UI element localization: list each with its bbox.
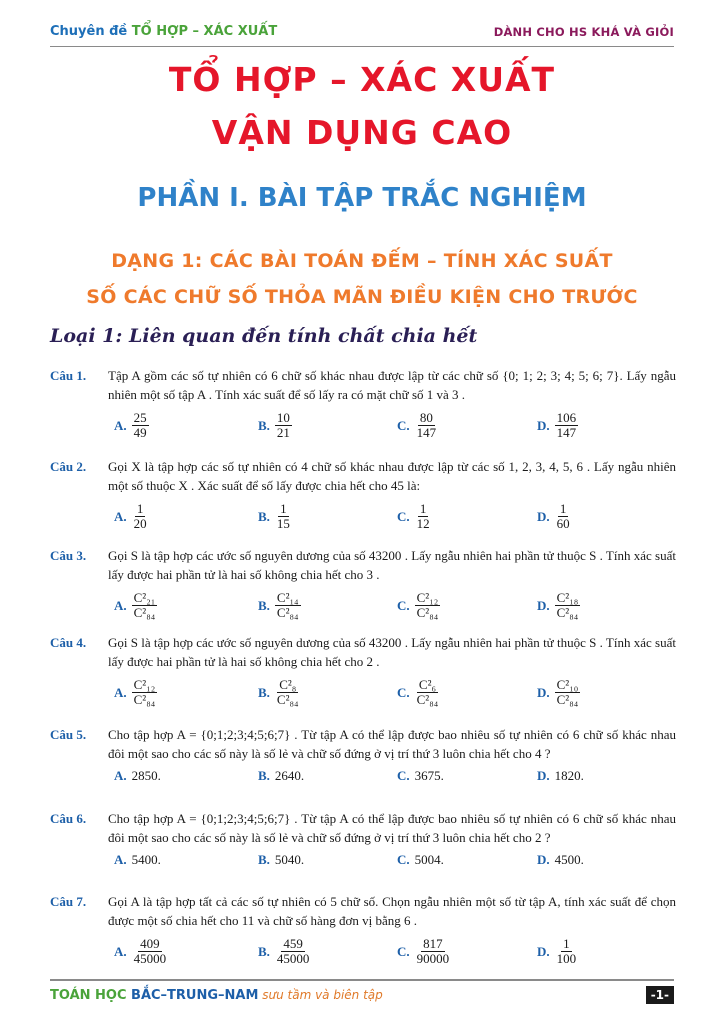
question-text: Gọi S là tập hợp các ước số nguyên dương của số 43200 . Lấy ngẫu nhiên hai phần tử thuộc S . Tính xác suất lấy được hai phần tử là hai số không chia hết cho 2 . bbox=[108, 635, 676, 669]
question-6 bbox=[50, 809, 676, 869]
answer-option bbox=[114, 932, 168, 970]
option-fraction bbox=[415, 678, 441, 707]
question-number: Câu 5. bbox=[50, 727, 87, 742]
option-label: D. bbox=[537, 684, 550, 700]
option-label: B. bbox=[258, 508, 270, 524]
question-3 bbox=[50, 546, 676, 624]
option-label: A. bbox=[114, 943, 127, 959]
option-label: A. bbox=[114, 767, 127, 783]
option-label: D. bbox=[537, 417, 550, 433]
footer-name: BẮC–TRUNG–NAM bbox=[131, 988, 259, 1003]
footer-text bbox=[50, 988, 383, 1003]
answer-option bbox=[114, 497, 149, 535]
answer-options bbox=[114, 765, 676, 785]
question-number: Câu 1. bbox=[50, 368, 87, 383]
option-fraction bbox=[275, 411, 292, 440]
question-7 bbox=[50, 892, 676, 970]
option-fraction bbox=[415, 591, 441, 620]
question-5 bbox=[50, 725, 676, 785]
question-4 bbox=[50, 633, 676, 711]
page-footer bbox=[50, 979, 674, 1011]
answer-option bbox=[397, 673, 440, 711]
answer-option bbox=[397, 586, 440, 624]
option-fraction bbox=[555, 678, 581, 707]
option-label: C. bbox=[397, 767, 410, 783]
footer-prefix: TOÁN HỌC bbox=[50, 988, 132, 1003]
answer-option bbox=[258, 932, 311, 970]
question-number: Câu 7. bbox=[50, 894, 87, 909]
answer-options bbox=[114, 849, 676, 869]
fraction-denominator: 100 bbox=[556, 950, 577, 966]
fraction-numerator: 817 bbox=[423, 935, 443, 951]
option-fraction bbox=[555, 502, 572, 531]
fraction-denominator: 15 bbox=[276, 515, 290, 531]
option-label: B. bbox=[258, 943, 270, 959]
answer-option bbox=[537, 932, 578, 970]
answer-option bbox=[258, 586, 301, 624]
option-label: A. bbox=[114, 851, 127, 867]
option-label: A. bbox=[114, 417, 127, 433]
option-label: B. bbox=[258, 684, 270, 700]
option-value: 2640. bbox=[274, 767, 305, 783]
part-heading: PHẦN I. BÀI TẬP TRẮC NGHIỆM bbox=[137, 183, 587, 213]
fraction-numerator: C²₁₈ bbox=[556, 589, 579, 605]
option-fraction bbox=[415, 937, 452, 966]
option-label: D. bbox=[537, 508, 550, 524]
answer-option bbox=[114, 586, 157, 624]
fraction-numerator: 106 bbox=[556, 409, 577, 425]
option-label: B. bbox=[258, 851, 270, 867]
subtopic-heading: Loại 1: Liên quan đến tính chất chia hết bbox=[50, 325, 478, 347]
fraction-denominator: C²₈₄ bbox=[133, 691, 156, 707]
fraction-denominator: 20 bbox=[133, 515, 147, 531]
option-label: A. bbox=[114, 597, 127, 613]
answer-option bbox=[114, 849, 161, 869]
answer-option bbox=[258, 673, 301, 711]
fraction-numerator: 409 bbox=[140, 935, 160, 951]
answer-option bbox=[397, 849, 444, 869]
answer-option bbox=[258, 849, 304, 869]
fraction-denominator: C²₈₄ bbox=[276, 604, 299, 620]
answer-option bbox=[397, 765, 444, 785]
fraction-denominator: 12 bbox=[416, 515, 430, 531]
question-text: Cho tập hợp A = {0;1;2;3;4;5;6;7} . Từ tập A có thể lập được bao nhiêu số tự nhiên có 6 chữ số khác nhau đôi một sao cho các số này là số lẻ và chữ số đứng ở vị trí thứ 3 luôn chia hết cho 2 ? bbox=[108, 811, 676, 845]
fraction-numerator: 1 bbox=[559, 500, 567, 516]
fraction-denominator: 45000 bbox=[133, 950, 167, 966]
option-label: C. bbox=[397, 943, 410, 959]
option-value: 5004. bbox=[414, 851, 444, 867]
fraction-denominator: 49 bbox=[133, 424, 147, 440]
option-fraction bbox=[555, 937, 579, 966]
option-label: A. bbox=[114, 684, 127, 700]
question-number: Câu 3. bbox=[50, 548, 87, 563]
option-label: C. bbox=[397, 851, 410, 867]
fraction-numerator: 10 bbox=[276, 409, 290, 425]
fraction-numerator: C²₁₄ bbox=[276, 589, 299, 605]
page-header bbox=[50, 22, 674, 47]
option-fraction bbox=[275, 502, 292, 531]
answer-option bbox=[537, 765, 584, 785]
option-value: 3675. bbox=[414, 767, 444, 783]
page-number: -1- bbox=[646, 986, 674, 1004]
answer-option bbox=[114, 406, 149, 444]
answer-options bbox=[114, 586, 676, 624]
option-label: C. bbox=[397, 508, 410, 524]
option-label: C. bbox=[397, 684, 410, 700]
answer-option bbox=[258, 406, 292, 444]
option-fraction bbox=[275, 678, 301, 707]
option-value: 4500. bbox=[554, 851, 584, 867]
topic-heading-line1: DẠNG 1: CÁC BÀI TOÁN ĐẾM – TÍNH XÁC SUẤT bbox=[111, 250, 613, 272]
fraction-denominator: C²₈₄ bbox=[556, 604, 579, 620]
header-topic: TỔ HỢP – XÁC XUẤT bbox=[131, 24, 278, 39]
fraction-numerator: C²₁₂ bbox=[416, 589, 439, 605]
question-text: Gọi A là tập hợp tất cả các số tự nhiên có 5 chữ số. Chọn ngẫu nhiên một số từ tập A, tính xác suất để chọn được một số chia hết cho 11 và chữ số hàng đơn vị bằng 6 . bbox=[108, 894, 676, 928]
answer-option bbox=[114, 673, 157, 711]
option-value: 5040. bbox=[274, 851, 305, 867]
option-fraction bbox=[275, 591, 301, 620]
question-text: Cho tập hợp A = {0;1;2;3;4;5;6;7} . Từ tập A có thể lập được bao nhiêu số tự nhiên có 6 chữ số khác nhau đôi một sao cho các số này là số lẻ và chữ số đứng ở vị trí thứ 3 luôn chia hết cho 4 ? bbox=[108, 727, 676, 761]
answer-option bbox=[397, 406, 438, 444]
fraction-numerator: 1 bbox=[419, 500, 427, 516]
answer-option bbox=[114, 765, 161, 785]
option-label: A. bbox=[114, 508, 127, 524]
option-label: D. bbox=[537, 767, 550, 783]
option-fraction bbox=[415, 502, 432, 531]
question-text: Gọi S là tập hợp các ước số nguyên dương của số 43200 . Lấy ngẫu nhiên hai phần tử thuộc S . Tính xác suất lấy được hai phần tử là hai số không chia hết cho 3 . bbox=[108, 548, 676, 582]
fraction-denominator: C²₈₄ bbox=[416, 691, 439, 707]
answer-option bbox=[537, 849, 584, 869]
answer-option bbox=[537, 497, 572, 535]
header-left bbox=[50, 24, 277, 39]
option-label: D. bbox=[537, 943, 550, 959]
fraction-denominator: 147 bbox=[416, 424, 437, 440]
answer-option bbox=[537, 673, 580, 711]
answer-option bbox=[258, 497, 292, 535]
answer-option bbox=[258, 765, 304, 785]
fraction-numerator: 1 bbox=[136, 500, 144, 516]
header-prefix: Chuyên đề bbox=[50, 24, 128, 39]
fraction-numerator: C²₁₂ bbox=[133, 676, 156, 692]
option-value: 5400. bbox=[131, 851, 161, 867]
option-fraction bbox=[555, 411, 579, 440]
question-1 bbox=[50, 366, 676, 444]
option-fraction bbox=[132, 591, 158, 620]
question-number: Câu 4. bbox=[50, 635, 87, 650]
answer-options bbox=[114, 497, 676, 535]
question-text: Tập A gồm các số tự nhiên có 6 chữ số khác nhau được lập từ các chữ số {0; 1; 2; 3; 4; 5; 6; 7}. Lấy ngẫu nhiên một số tập A . Tính xác suất để số lấy ra có mặt chữ số 1 và 3 . bbox=[108, 368, 676, 402]
main-title-line2: VẬN DỤNG CAO bbox=[211, 113, 513, 152]
option-fraction bbox=[132, 502, 149, 531]
answer-options bbox=[114, 932, 676, 970]
answer-options bbox=[114, 406, 676, 444]
question-number: Câu 6. bbox=[50, 811, 87, 826]
option-fraction bbox=[275, 937, 312, 966]
fraction-numerator: C²₈ bbox=[279, 676, 297, 692]
fraction-denominator: C²₈₄ bbox=[133, 604, 156, 620]
option-fraction bbox=[132, 937, 169, 966]
fraction-numerator: C²₁₀ bbox=[556, 676, 579, 692]
fraction-denominator: 147 bbox=[556, 424, 577, 440]
header-right: DÀNH CHO HS KHÁ VÀ GIỎI bbox=[493, 25, 674, 39]
fraction-numerator: 459 bbox=[283, 935, 303, 951]
option-fraction bbox=[132, 678, 158, 707]
fraction-numerator: 80 bbox=[419, 409, 433, 425]
fraction-numerator: C²₂₁ bbox=[133, 589, 156, 605]
option-label: B. bbox=[258, 417, 270, 433]
option-label: D. bbox=[537, 597, 550, 613]
option-label: C. bbox=[397, 597, 410, 613]
question-text: Gọi X là tập hợp các số tự nhiên có 4 chữ số khác nhau được lập từ các số 1, 2, 3, 4, 5, 6 . Lấy ngẫu nhiên một số thuộc X . Xác suất để số lấy được chia hết cho 45 là: bbox=[108, 459, 676, 493]
fraction-numerator: 1 bbox=[563, 935, 570, 951]
option-fraction bbox=[132, 411, 149, 440]
option-fraction bbox=[555, 591, 581, 620]
fraction-denominator: C²₈₄ bbox=[416, 604, 439, 620]
option-value: 2850. bbox=[131, 767, 161, 783]
fraction-denominator: C²₈₄ bbox=[556, 691, 579, 707]
option-label: B. bbox=[258, 767, 270, 783]
fraction-numerator: 1 bbox=[280, 500, 287, 516]
fraction-denominator: 21 bbox=[276, 424, 290, 440]
fraction-numerator: C²₆ bbox=[418, 676, 437, 692]
question-2 bbox=[50, 457, 676, 535]
option-value: 1820. bbox=[554, 767, 584, 783]
footer-suffix: sưu tầm và biên tập bbox=[258, 988, 383, 1002]
option-fraction bbox=[415, 411, 439, 440]
main-title-line1: TỔ HỢP – XÁC XUẤT bbox=[168, 60, 556, 99]
option-label: B. bbox=[258, 597, 270, 613]
fraction-denominator: 45000 bbox=[276, 950, 310, 966]
fraction-denominator: 90000 bbox=[416, 950, 450, 966]
answer-options bbox=[114, 673, 676, 711]
fraction-denominator: C²₈₄ bbox=[276, 691, 299, 707]
answer-option bbox=[397, 497, 432, 535]
question-number: Câu 2. bbox=[50, 459, 87, 474]
fraction-denominator: 60 bbox=[556, 515, 570, 531]
option-label: C. bbox=[397, 417, 410, 433]
topic-heading-line2: SỐ CÁC CHỮ SỐ THỎA MÃN ĐIỀU KIỆN CHO TRƯỚC bbox=[86, 286, 638, 308]
option-label: D. bbox=[537, 851, 550, 867]
answer-option bbox=[397, 932, 451, 970]
answer-option bbox=[537, 406, 578, 444]
answer-option bbox=[537, 586, 580, 624]
fraction-numerator: 25 bbox=[133, 409, 147, 425]
